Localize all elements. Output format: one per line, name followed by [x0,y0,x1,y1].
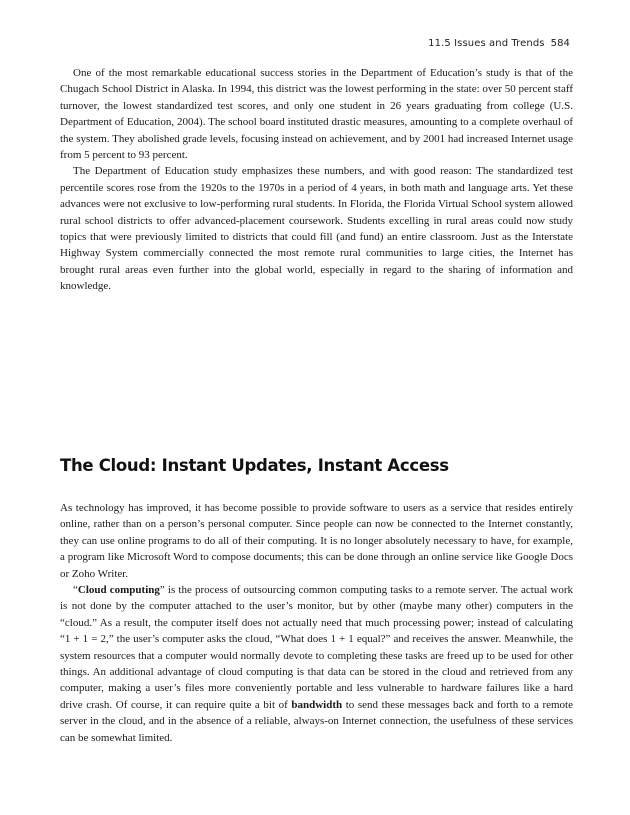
section-paragraph-1: As technology has improved, it has become possible to provide software to users as a service that resides entirely online, rather than on a person’s personal computer. Since people can now be connected to the Internet constantly, they can use online programs to do all of their computing. It is no longer absolutely necessary to have, for example, a program like Microsoft Word to compose documents; this can be done through an online service like Google Docs or Zoho Writer. [60,502,573,580]
section-heading: The Cloud: Instant Updates, Instant Access [60,456,449,475]
intro-paragraph-1: One of the most remarkable educational success stories in the Department of Education’s study is that of the Chugach School District in Alaska. In 1994, this district was the lowest performing in the state: over 50 percent staff turnover, the lowest standardized test scores, and only one student in 26 years graduating from college (U.S. Department of Education, 2004). The school board instituted drastic measures, amounting to a complete overhaul of the system. They abolished grade levels, focusing instead on achievement, and by 2001 had increased Internet usage from 5 percent to 93 percent. [60,67,573,162]
header-section-title: 11.5 Issues and Trends [428,38,545,49]
term-cloud-computing: Cloud computing [77,584,160,597]
term-bandwidth: bandwidth [291,698,343,711]
header-page-number: 584 [550,38,570,49]
section-paragraph-2-text-a: ” is the process of outsourcing common computing tasks to a remote server. The actual work is not done by the computer attached to the user’s monitor, but by other (maybe many other) computers in the “cloud.” As a result, the computer itself does not actually need that much processing power; instead of calculating “1 + 1 = 2,” the user’s computer asks the cloud, “What does 1 + 1 equal?” and receives the answer. Meanwhile, the system resources that a computer would normally devote to completing these tasks are freed up to be used for other things. An additional advantage of cloud computing is that data can be stored in the cloud and retrieved from any computer, making a user’s files more conveniently portable and less vulnerable to hardware failures like a hard drive crash. Of course, it can require quite a bit of [60,584,573,711]
section-text-block [60,500,573,746]
running-header [428,38,570,49]
open-quote: “ [73,584,78,597]
intro-paragraph-2: The Department of Education study emphasizes these numbers, and with good reason: The standardized test percentile scores rose from the 1920s to the 1970s in a period of 4 years, in both math and language arts. Yet these advances were not exclusive to low-performing rural students. In Florida, the Florida Virtual School system allowed rural school districts to offer advanced-placement coursework. Students excelling in rural areas could now study topics that were previously limited to districts that could fill (and fund) an entire classroom. Just as the Interstate Highway System commercially connected the most remote rural communities to large cities, the Internet has brought rural areas even further into the global world, especially in regard to the sharing of information and knowledge. [60,165,573,293]
intro-text-block [60,65,573,295]
section-paragraph-2-text-b: to send these messages back and forth to a remote server in the cloud, and in the absence of a reliable, always-on Internet connection, the usefulness of these services can be somewhat limited. [60,698,573,744]
section-paragraph-2 [60,582,573,746]
